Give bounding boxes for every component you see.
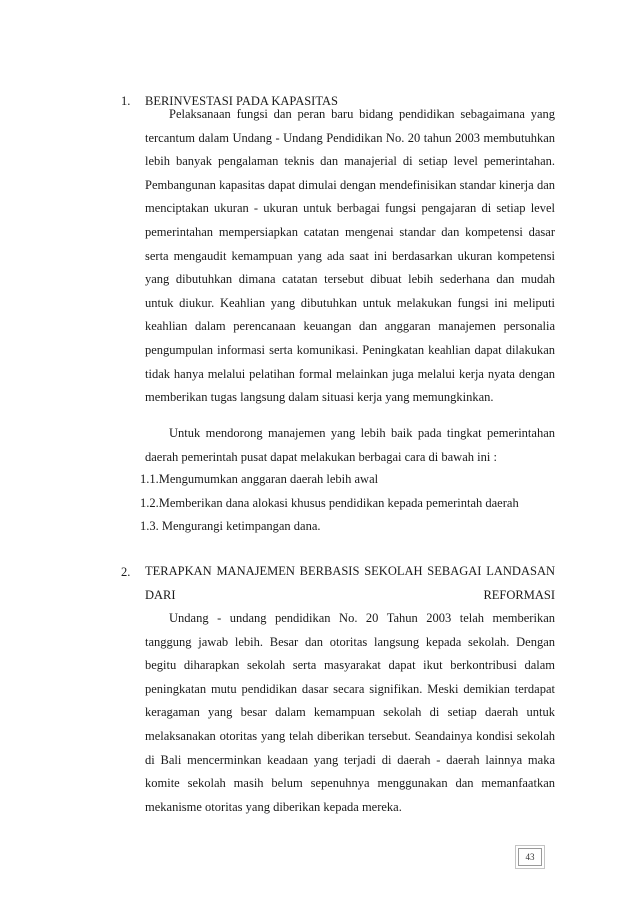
page-number: 43 <box>518 848 542 866</box>
section-1 <box>121 93 555 533</box>
list-item: 1.3. Mengurangi ketimpangan dana. <box>140 519 321 534</box>
list-item: 1.1.Mengumumkan anggaran daerah lebih awal <box>140 472 379 486</box>
paragraph: Untuk mendorong manajemen yang lebih baik pada tingkat pemerintahan daerah pemerintah pusat dapat melakukan berbagai cara di bawah ini : <box>145 426 555 464</box>
section-number: 1. <box>121 94 131 108</box>
paragraph: Pelaksanaan fungsi dan peran baru bidang pendidikan sebagaimana yang tercantum dalam Undang - Undang Pendidikan No. 20 tahun 2003 membutuhkan lebih banyak pengalaman teknis dan manajerial di setiap level pemerintahan. Pembangunan kapasitas dapat dimulai dengan mendefinisikan standar kinerja dan menciptakan ukuran - ukuran untuk berbagai fungsi pengajaran di setiap level pemerintahan mempersiapkan catatan mengenai standar dan kompetensi dasar serta mengaudit kemampuan yang ada saat ini berdasarkan ukuran kompetensi yang dibutuhkan dimana catatan tersebut dibuat lebih sederhana dan mudah untuk diukur. Keahlian yang dibutuhkan untuk melakukan fungsi ini meliputi keahlian dalam perencanaan keuangan dan anggaran manajemen personalia pengumpulan informasi serta komunikasi. Peningkatan keahlian dapat dilakukan tidak hanya melalui pelatihan formal melainkan juga melalui kerja nyata dengan memberikan tugas langsung dalam situasi kerja yang memungkinkan. <box>145 107 555 405</box>
list-item: 1.2.Memberikan dana alokasi khusus pendidikan kepada pemerintah daerah <box>140 495 519 510</box>
section-heading: TERAPKAN MANAJEMEN BERBASIS SEKOLAH SEBAGAI LANDASAN DARI REFORMASI <box>145 564 555 602</box>
section-heading: BERINVESTASI PADA KAPASITAS <box>145 94 338 108</box>
section-2 <box>121 560 555 814</box>
section-number: 2. <box>121 565 131 579</box>
paragraph: Undang - undang pendidikan No. 20 Tahun 2003 telah memberikan tanggung jawab lebih. Besar dan otoritas langsung kepada sekolah. Dengan begitu diharapkan sekolah serta masyarakat dapat ikut berkontribusi dalam peningkatan mutu pendidikan dasar secara signifikan. Meski demikian terdapat keragaman yang besar dalam kemampuan sekolah di setiap daerah untuk melaksanakan otoritas yang telah diberikan tersebut. Seandainya kondisi sekolah di Bali mencerminkan keadaan yang terjadi di daerah - daerah lainnya maka komite sekolah masih belum sepenuhnya menggunakan dan memanfaatkan mekanisme otoritas yang diberikan kepada mereka. <box>145 611 555 814</box>
numbered-list <box>140 468 560 539</box>
